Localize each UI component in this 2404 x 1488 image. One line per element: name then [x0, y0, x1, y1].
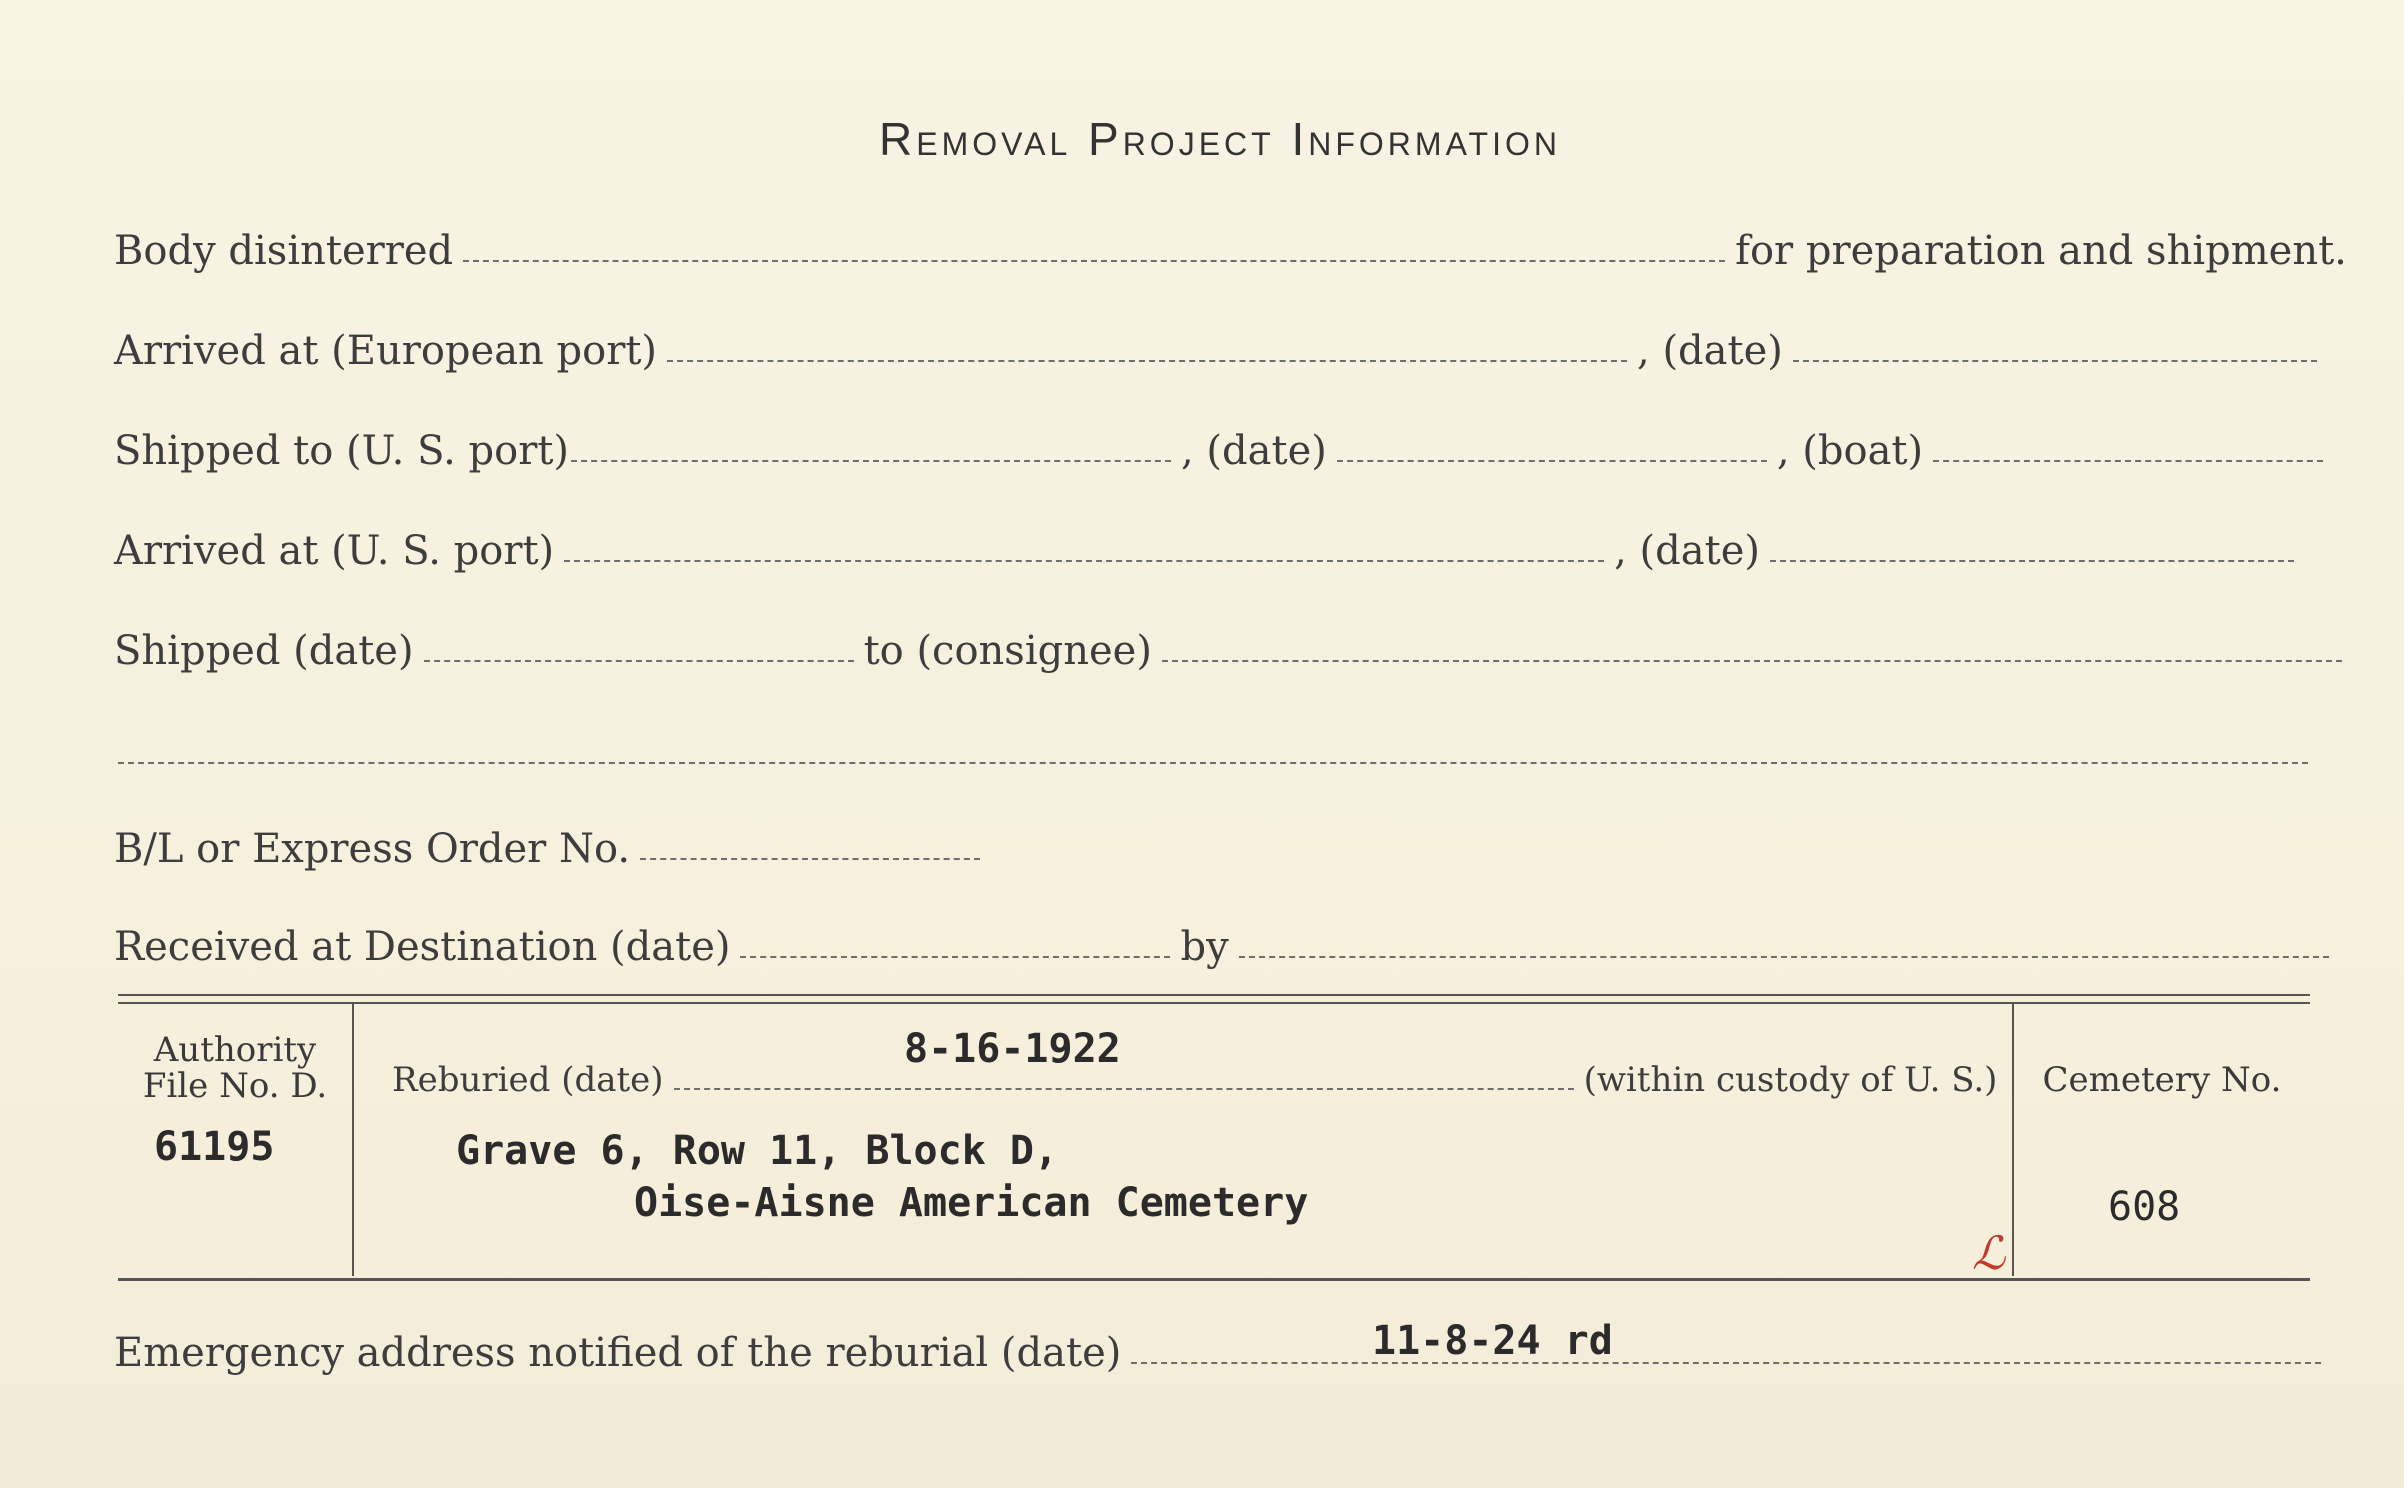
boat-label: , (boat) [1776, 428, 1924, 474]
arrived-european-row [114, 328, 2327, 374]
file-no-label: File No. D. [142, 1066, 328, 1106]
handwritten-initial-mark: ℒ [1972, 1226, 2006, 1280]
arrived-us-date-label: , (date) [1614, 528, 1760, 574]
box-divider-right [2012, 1004, 2014, 1276]
arrived-european-date-label: , (date) [1637, 328, 1783, 374]
emergency-line [1131, 1362, 2321, 1364]
file-number: 61195 [154, 1124, 275, 1170]
shipped-date-line [424, 660, 854, 662]
boat-line [1933, 460, 2323, 462]
preparation-label: for preparation and shipment. [1735, 228, 2347, 274]
reburied-row [392, 1060, 1997, 1100]
received-label: Received at Destination (date) [114, 924, 731, 970]
body-disinterred-line [463, 260, 1725, 262]
blank-line [118, 762, 2308, 764]
bl-order-line [640, 858, 980, 860]
bl-order-label: B/L or Express Order No. [114, 826, 631, 872]
reburied-date: 8-16-1922 [904, 1026, 1121, 1072]
custody-label: (within custody of U. S.) [1583, 1060, 1998, 1100]
emergency-date: 11-8-24 rd [1372, 1318, 1613, 1364]
authority-cell [118, 1032, 352, 1104]
grave-location-line2: Oise-Aisne American Cemetery [634, 1180, 1309, 1226]
box-top-rule-1 [118, 994, 2310, 996]
consignee-line [1162, 660, 2342, 662]
consignee-label: to (consignee) [863, 628, 1152, 674]
box-top-rule-2 [118, 1002, 2310, 1004]
arrived-european-line [667, 360, 1627, 362]
shipped-us-line [571, 460, 1171, 462]
reburied-line [674, 1088, 1574, 1090]
arrived-european-date-line [1793, 360, 2317, 362]
reburied-label: Reburied (date) [392, 1060, 664, 1100]
arrived-european-label: Arrived at (European port) [114, 328, 658, 374]
body-disinterred-row [114, 228, 2347, 274]
shipped-us-date-line [1337, 460, 1767, 462]
shipped-date-row [114, 628, 2352, 674]
arrived-us-row [114, 528, 2304, 574]
emergency-row [114, 1330, 2331, 1376]
shipped-date-label: Shipped (date) [114, 628, 414, 674]
body-disinterred-label: Body disinterred [114, 228, 454, 274]
cemetery-number: 608 [2108, 1184, 2181, 1230]
shipped-us-date-label: , (date) [1181, 428, 1327, 474]
authority-label: Authority [153, 1030, 317, 1070]
received-line [740, 956, 1170, 958]
grave-location-line1: Grave 6, Row 11, Block D, [456, 1128, 1059, 1174]
arrived-us-label: Arrived at (U. S. port) [114, 528, 555, 574]
emergency-label: Emergency address notified of the reburial (date) [114, 1330, 1122, 1376]
arrived-us-date-line [1770, 560, 2294, 562]
received-row [114, 924, 2339, 970]
shipped-us-row [114, 428, 2333, 474]
by-line [1239, 956, 2329, 958]
cemetery-no-label: Cemetery No. [2042, 1060, 2282, 1100]
box-divider-left [352, 1004, 354, 1276]
by-label: by [1180, 924, 1229, 970]
card-title: Removal Project Information [879, 113, 1561, 165]
shipped-us-label: Shipped to (U. S. port) [114, 428, 569, 474]
arrived-us-line [564, 560, 1604, 562]
bl-order-row [114, 826, 990, 872]
